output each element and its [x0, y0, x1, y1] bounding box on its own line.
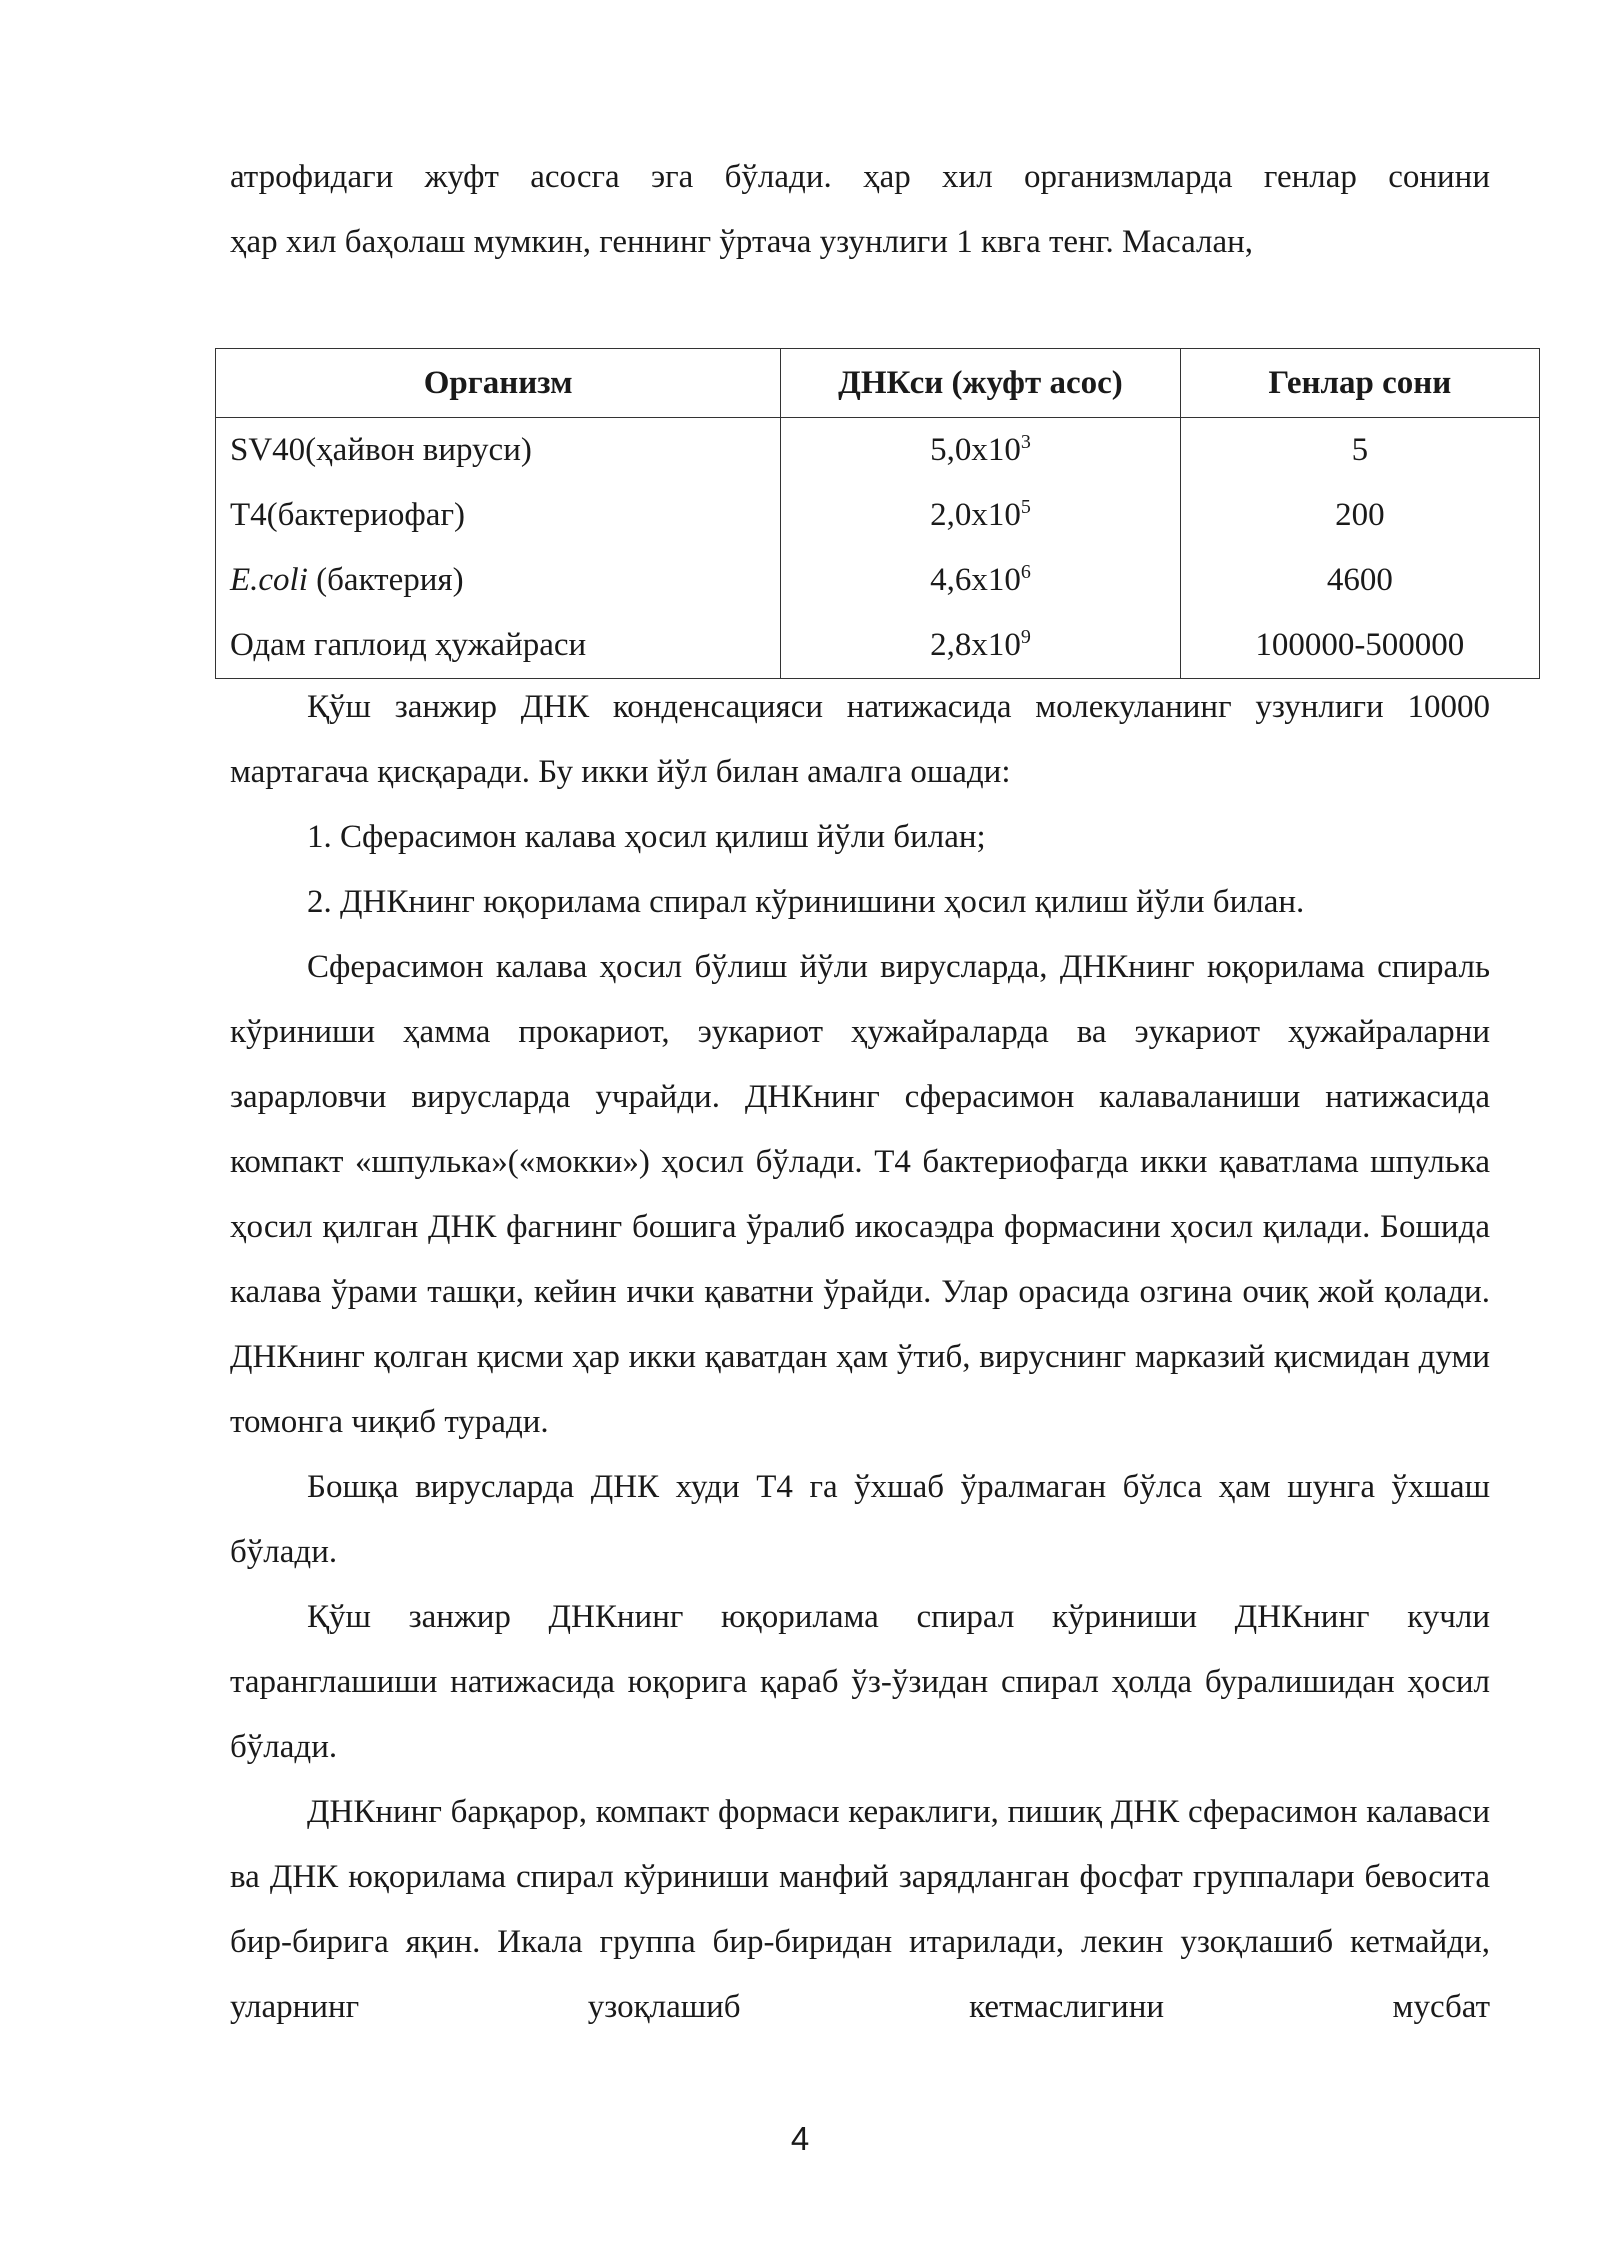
header-genes: Генлар сони — [1180, 349, 1539, 418]
intro-line-1: атрофидаги жуфт асосга эга бўлади. ҳар хил организмларда генлар сонини — [230, 159, 1490, 195]
organism-cell: Т4(бактериофаг) — [216, 483, 781, 548]
organism-italic: E.coli — [230, 562, 308, 598]
dna-exponent: 3 — [1020, 431, 1031, 453]
paragraph-condensation: Қўш занжир ДНК конденсацияси натижасида молекуланинг узунлиги 10000 мартагача қисқаради. Бу икки йўл билан амалга ошади: — [230, 689, 1490, 790]
table-row — [216, 548, 1540, 613]
dna-exponent: 5 — [1020, 496, 1031, 518]
genes-cell: 100000-500000 — [1180, 613, 1539, 679]
intro-line-2: ҳар хил баҳолаш мумкин, геннинг ўртача узунлиги 1 квга тенг. Масалан, — [230, 224, 1254, 260]
genes-cell: 4600 — [1180, 548, 1539, 613]
dna-cell — [781, 418, 1180, 484]
dna-cell — [781, 613, 1180, 679]
dna-base: 5,0х10 — [930, 432, 1021, 468]
table-header-row — [216, 349, 1540, 418]
genes-cell: 5 — [1180, 418, 1539, 484]
organism-rest: (бактерия) — [307, 562, 464, 598]
paragraph-stable-form: ДНКнинг барқарор, компакт формаси кераклиги, пишиқ ДНК сферасимон калаваси ва ДНК юқорилама спирал кўриниши манфий зарядланган фосфат группалари бевосита бир-бирига яқин. Икала группа бир-биридан итарилади, лекин узоқлашиб кетмайди, уларнинг узоқлашиб кетмаслигини мусбат — [230, 1794, 1490, 2025]
header-dna: ДНКси (жуфт асос) — [781, 349, 1180, 418]
header-organism: Организм — [216, 349, 781, 418]
organism-cell — [216, 548, 781, 613]
intro-paragraph — [230, 145, 1490, 275]
table-row — [216, 613, 1540, 679]
paragraph-supercoil: Қўш занжир ДНКнинг юқорилама спирал кўриниши ДНКнинг кучли таранглашиши натижасида юқорига қараб ўз-ўзидан спирал ҳолда буралишидан ҳосил бўлади. — [230, 1599, 1490, 1765]
table-row — [216, 418, 1540, 484]
page-number: 4 — [790, 2120, 810, 2157]
list-item: 2. ДНКнинг юқорилама спирал кўринишини ҳосил қилиш йўли билан. — [307, 884, 1305, 920]
organism-cell: Одам гаплоид ҳужайраси — [216, 613, 781, 679]
dna-exponent: 9 — [1020, 626, 1031, 648]
body-text — [230, 675, 1490, 2040]
organism-dna-table — [215, 348, 1540, 679]
list-item: 1. Сферасимон калава ҳосил қилиш йўли билан; — [307, 819, 986, 855]
dna-base: 2,0х10 — [930, 497, 1021, 533]
dna-exponent: 6 — [1020, 561, 1031, 583]
paragraph-spherical: Сферасимон калава ҳосил бўлиш йўли вирусларда, ДНКнинг юқорилама спираль кўриниши ҳамма прокариот, эукариот ҳужайраларда ва эукариот ҳужайраларни зарарловчи вирусларда учрайди. ДНКнинг сферасимон калаваланиши натижасида компакт «шпулька»(«мокки») ҳосил бўлади. Т4 бактериофагда икки қаватлама шпулька ҳосил қилган ДНК фагнинг бошига ўралиб икосаэдра формасини ҳосил қилади. Бошида калава ўрами ташқи, кейин ички қаватни ўрайди. Улар орасида озгина очиқ жой қолади. ДНКнинг қолган қисми ҳар икки қаватдан ҳам ўтиб, вируснинг марказий қисмидан думи томонга чиқиб туради. — [230, 949, 1490, 1440]
paragraph-other-viruses: Бошқа вирусларда ДНК худи Т4 га ўхшаб ўралмаган бўлса ҳам шунга ўхшаш бўлади. — [230, 1469, 1490, 1570]
dna-base: 2,8х10 — [930, 627, 1021, 663]
table-row — [216, 483, 1540, 548]
dna-cell — [781, 548, 1180, 613]
dna-cell — [781, 483, 1180, 548]
dna-base: 4,6х10 — [930, 562, 1021, 598]
genes-cell: 200 — [1180, 483, 1539, 548]
organism-cell: SV40(ҳайвон вируси) — [216, 418, 781, 484]
